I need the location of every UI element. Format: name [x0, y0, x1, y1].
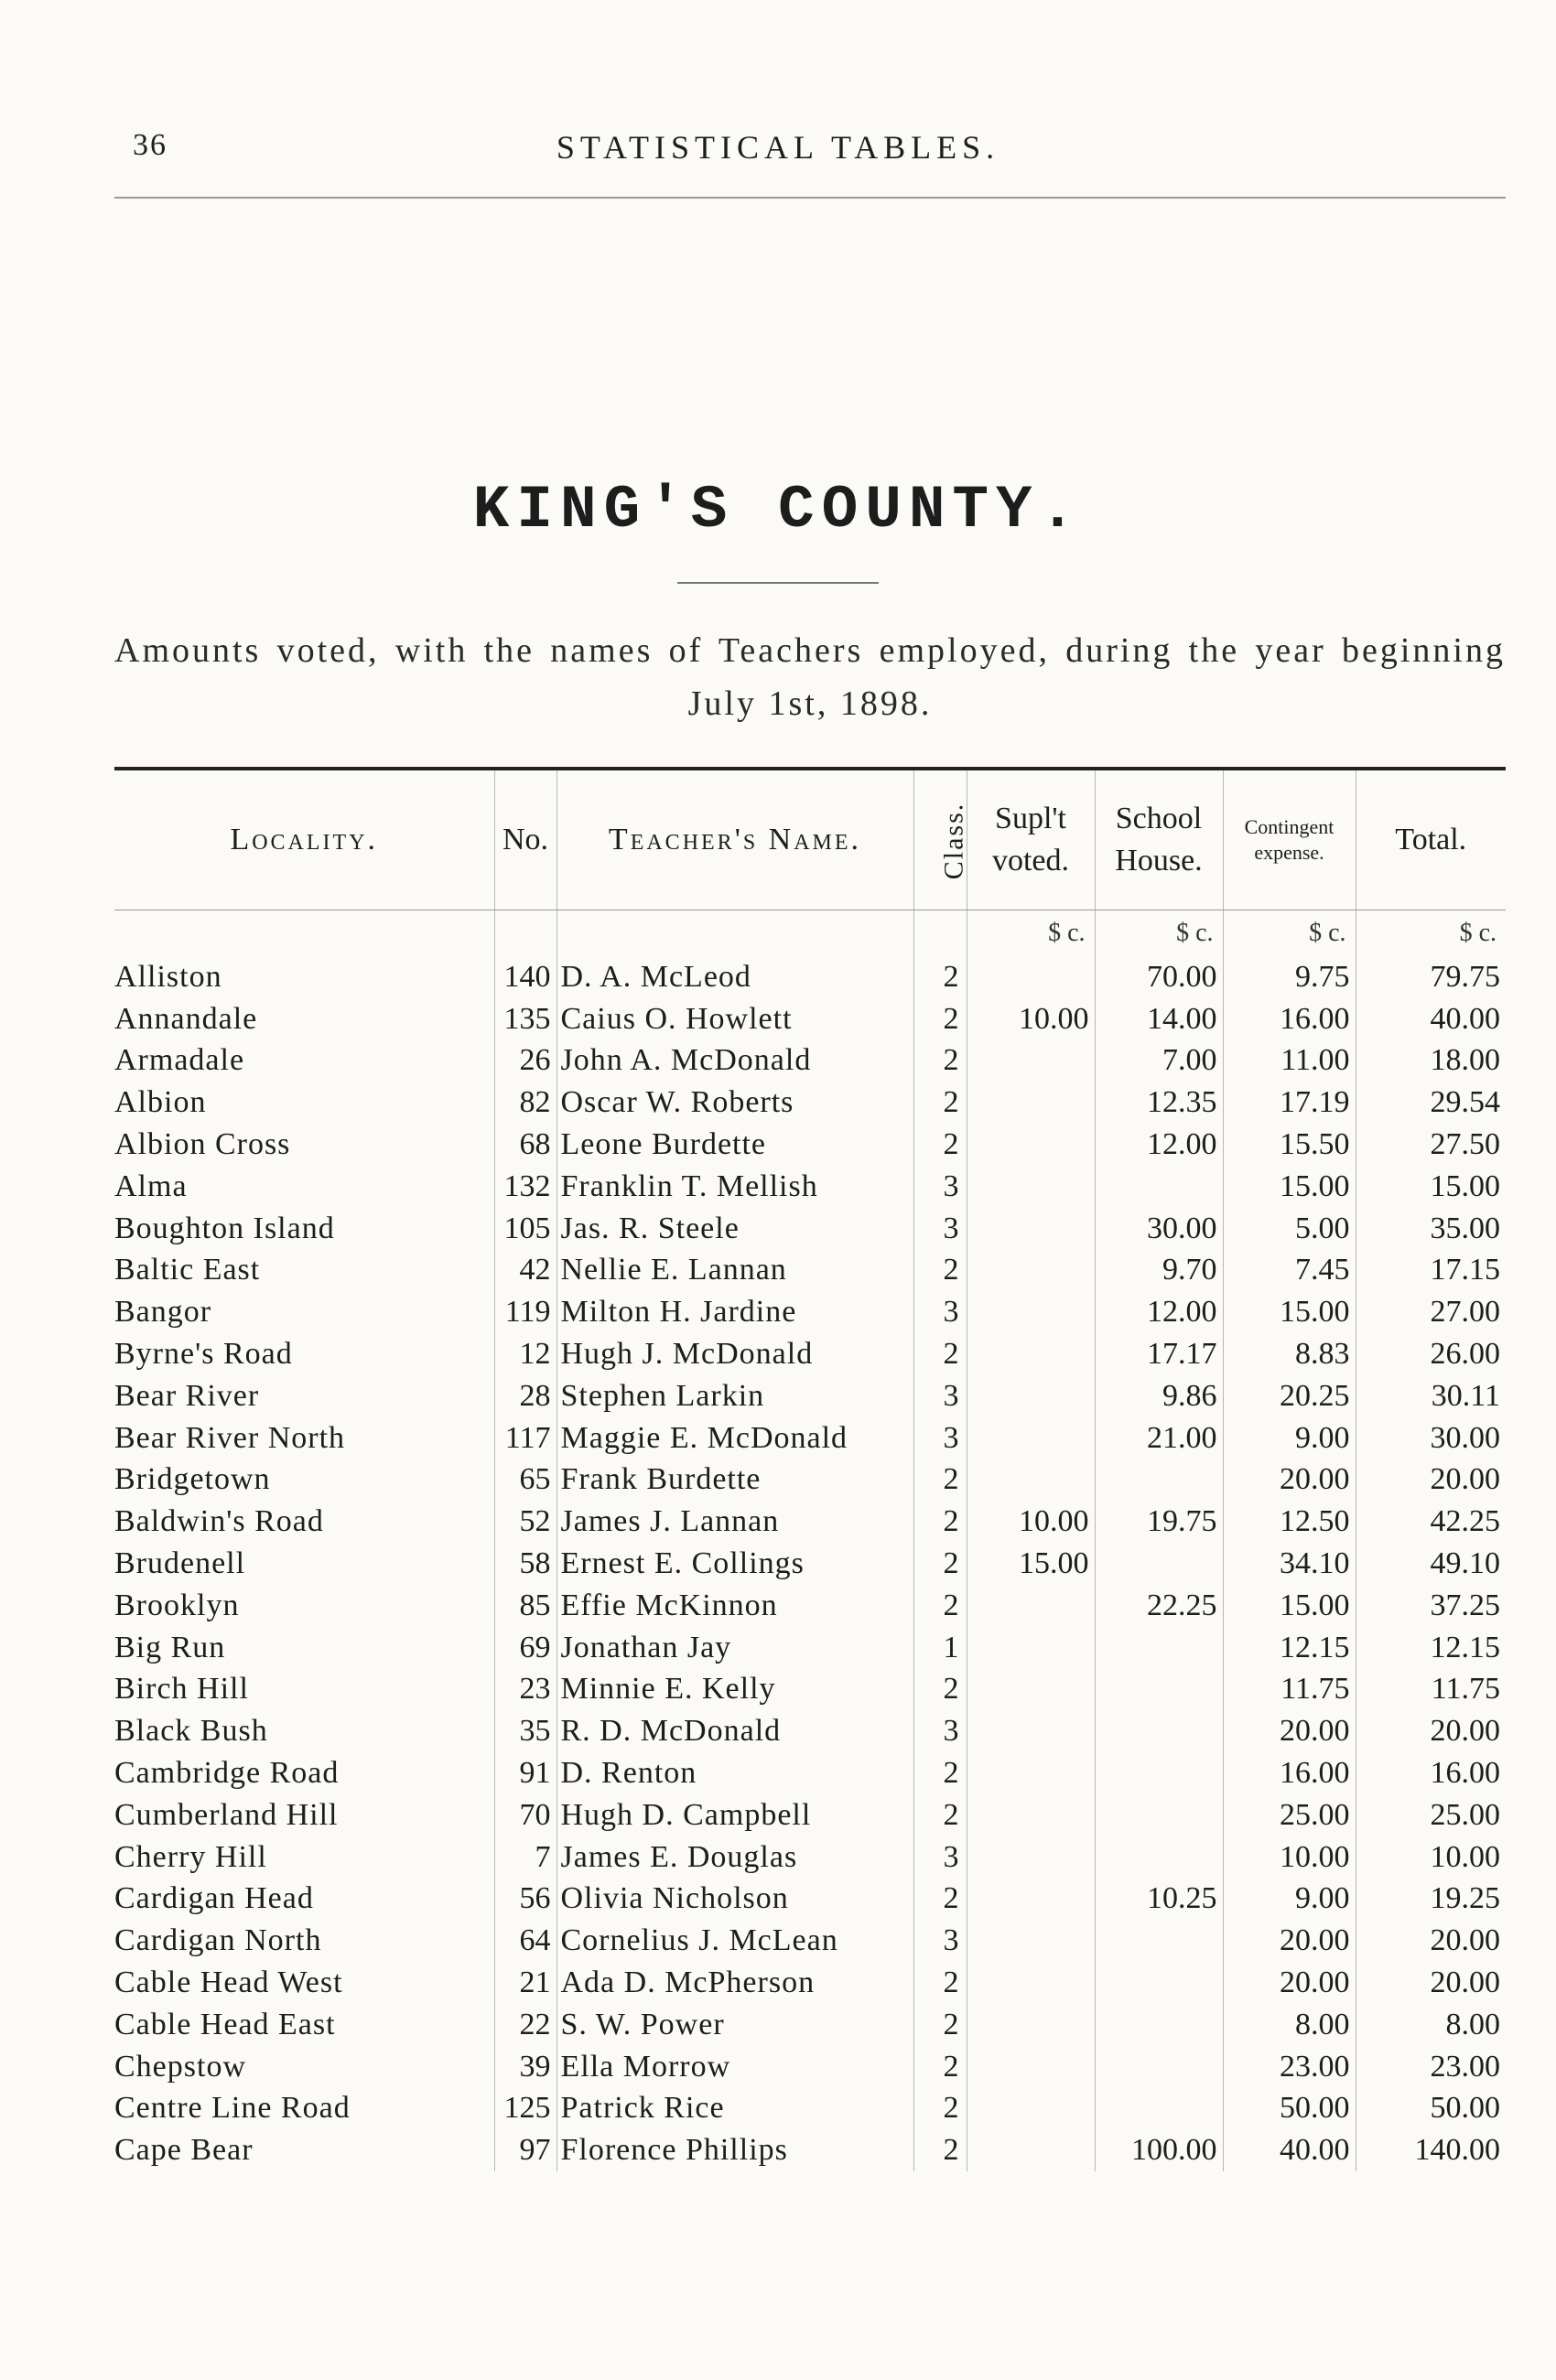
- table-row: [114, 1375, 1506, 1417]
- cell-class: 1: [913, 1627, 967, 1669]
- cell-supt: [967, 956, 1095, 998]
- cell-school: [1095, 1710, 1223, 1752]
- cell-total: 18.00: [1356, 1040, 1506, 1082]
- cell-contingent: 11.75: [1223, 1669, 1356, 1711]
- cell-teacher: R. D. McDonald: [556, 1710, 913, 1752]
- cell-locality: Chepstow: [114, 2049, 246, 2084]
- cell-no: 135: [494, 998, 556, 1040]
- cell-no: 91: [494, 1752, 556, 1794]
- cell-locality: Albion Cross: [114, 1127, 291, 1162]
- cell-no: 117: [494, 1417, 556, 1459]
- cell-contingent: 16.00: [1223, 998, 1356, 1040]
- cell-locality: Brudenell: [114, 1546, 246, 1581]
- cell-class: 2: [913, 1501, 967, 1543]
- cell-no: 132: [494, 1166, 556, 1208]
- cell-no: 68: [494, 1124, 556, 1166]
- cell-school: 14.00: [1095, 998, 1223, 1040]
- cell-teacher: Caius O. Howlett: [556, 998, 913, 1040]
- cell-supt: [967, 1417, 1095, 1459]
- table-row: [114, 1585, 1506, 1627]
- cell-school: [1095, 1962, 1223, 2004]
- cell-contingent: 9.00: [1223, 1417, 1356, 1459]
- table-row: [114, 1291, 1506, 1333]
- cell-no: 82: [494, 1082, 556, 1124]
- header-contingent-line1: Contingent: [1244, 815, 1334, 838]
- cell-school: 9.70: [1095, 1250, 1223, 1292]
- cell-contingent: 20.00: [1223, 1920, 1356, 1962]
- cell-locality: Black Bush: [114, 1714, 268, 1749]
- header-teacher: Teacher's Name.: [556, 770, 913, 910]
- table-row: [114, 1794, 1506, 1836]
- cell-school: 12.00: [1095, 1124, 1223, 1166]
- cell-school: 10.25: [1095, 1879, 1223, 1921]
- cell-supt: [967, 1333, 1095, 1375]
- cell-no: 52: [494, 1501, 556, 1543]
- cell-total: 17.15: [1356, 1250, 1506, 1292]
- cell-school: 70.00: [1095, 956, 1223, 998]
- table-row: [114, 998, 1506, 1040]
- cell-school: [1095, 1752, 1223, 1794]
- header-contingent-line2: expense.: [1254, 841, 1324, 864]
- table-row: [114, 1124, 1506, 1166]
- cell-supt: [967, 1836, 1095, 1879]
- cell-locality: Alma: [114, 1168, 188, 1203]
- cell-class: 2: [913, 1082, 967, 1124]
- cell-class: 2: [913, 1333, 967, 1375]
- header-supt: [967, 770, 1095, 910]
- cell-total: 140.00: [1356, 2129, 1506, 2171]
- cell-teacher: Hugh J. McDonald: [556, 1333, 913, 1375]
- cell-total: 35.00: [1356, 1208, 1506, 1250]
- cell-locality: Cape Bear: [114, 2133, 254, 2168]
- cell-class: 2: [913, 2046, 967, 2088]
- units-total: $ c.: [1356, 910, 1506, 957]
- cell-teacher: Hugh D. Campbell: [556, 1794, 913, 1836]
- cell-locality: Annandale: [114, 1001, 258, 1036]
- cell-school: [1095, 1836, 1223, 1879]
- cell-school: 19.75: [1095, 1501, 1223, 1543]
- cell-supt: [967, 1710, 1095, 1752]
- table-row: [114, 1040, 1506, 1082]
- cell-class: 3: [913, 1920, 967, 1962]
- cell-teacher: Minnie E. Kelly: [556, 1669, 913, 1711]
- cell-school: 7.00: [1095, 1040, 1223, 1082]
- cell-supt: [967, 1040, 1095, 1082]
- table-row: [114, 1082, 1506, 1124]
- header-supt-line2: voted.: [991, 844, 1070, 878]
- cell-supt: [967, 1291, 1095, 1333]
- cell-supt: [967, 1752, 1095, 1794]
- cell-supt: 10.00: [967, 998, 1095, 1040]
- cell-supt: [967, 1459, 1095, 1502]
- cell-teacher: Effie McKinnon: [556, 1585, 913, 1627]
- cell-contingent: 9.75: [1223, 956, 1356, 998]
- cell-total: 26.00: [1356, 1333, 1506, 1375]
- cell-locality: Bangor: [114, 1295, 212, 1330]
- cell-class: 2: [913, 1124, 967, 1166]
- cell-class: 2: [913, 1794, 967, 1836]
- table-row: [114, 1879, 1506, 1921]
- units-cell-empty: [556, 910, 913, 957]
- cell-no: 140: [494, 956, 556, 998]
- cell-contingent: 11.00: [1223, 1040, 1356, 1082]
- cell-teacher: Stephen Larkin: [556, 1375, 913, 1417]
- table-row: [114, 2004, 1506, 2046]
- running-head: [0, 119, 1556, 174]
- cell-teacher: S. W. Power: [556, 2004, 913, 2046]
- cell-total: 30.11: [1356, 1375, 1506, 1417]
- cell-locality: Brooklyn: [114, 1588, 240, 1622]
- cell-school: 100.00: [1095, 2129, 1223, 2171]
- table-row: [114, 1752, 1506, 1794]
- cell-school: 21.00: [1095, 1417, 1223, 1459]
- cell-supt: [967, 1375, 1095, 1417]
- cell-total: 30.00: [1356, 1417, 1506, 1459]
- cell-locality: Baldwin's Road: [114, 1504, 324, 1539]
- cell-no: 35: [494, 1710, 556, 1752]
- county-title: KING'S COUNTY.: [472, 476, 1084, 544]
- cell-no: 21: [494, 1962, 556, 2004]
- units-row: [114, 910, 1506, 957]
- cell-class: 3: [913, 1291, 967, 1333]
- cell-total: 20.00: [1356, 1920, 1506, 1962]
- cell-locality: Cherry Hill: [114, 1839, 267, 1874]
- cell-contingent: 5.00: [1223, 1208, 1356, 1250]
- units-cell-empty: [494, 910, 556, 957]
- cell-total: 8.00: [1356, 2004, 1506, 2046]
- cell-total: 25.00: [1356, 1794, 1506, 1836]
- cell-total: 40.00: [1356, 998, 1506, 1040]
- table-subtitle: Amounts voted, with the names of Teachers employed, during the year beginning July 1st, 1898.: [114, 631, 1506, 723]
- cell-no: 119: [494, 1291, 556, 1333]
- cell-contingent: 15.00: [1223, 1291, 1356, 1333]
- cell-contingent: 20.00: [1223, 1459, 1356, 1502]
- cell-contingent: 8.83: [1223, 1333, 1356, 1375]
- cell-contingent: 15.00: [1223, 1166, 1356, 1208]
- cell-no: 28: [494, 1375, 556, 1417]
- cell-supt: [967, 1920, 1095, 1962]
- page-number: 36: [133, 128, 167, 162]
- cell-school: [1095, 1669, 1223, 1711]
- cell-no: 12: [494, 1333, 556, 1375]
- cell-locality: Cable Head West: [114, 1965, 343, 2000]
- table-header-row: [114, 770, 1506, 910]
- cell-contingent: 50.00: [1223, 2088, 1356, 2130]
- cell-teacher: Ernest E. Collings: [556, 1543, 913, 1585]
- cell-no: 58: [494, 1543, 556, 1585]
- header-contingent: [1223, 770, 1356, 910]
- header-locality: Locality.: [114, 770, 494, 910]
- cell-teacher: James E. Douglas: [556, 1836, 913, 1879]
- table-row: [114, 1417, 1506, 1459]
- cell-contingent: 12.50: [1223, 1501, 1356, 1543]
- cell-locality: Albion: [114, 1085, 207, 1120]
- cell-supt: [967, 2004, 1095, 2046]
- cell-total: 49.10: [1356, 1543, 1506, 1585]
- cell-no: 105: [494, 1208, 556, 1250]
- cell-total: 79.75: [1356, 956, 1506, 998]
- cell-teacher: Nellie E. Lannan: [556, 1250, 913, 1292]
- table-row: [114, 2046, 1506, 2088]
- cell-supt: [967, 1794, 1095, 1836]
- cell-contingent: 15.00: [1223, 1585, 1356, 1627]
- table-row: [114, 1501, 1506, 1543]
- cell-total: 11.75: [1356, 1669, 1506, 1711]
- header-supt-line1: Supl't: [995, 802, 1066, 835]
- cell-contingent: 20.00: [1223, 1962, 1356, 2004]
- cell-locality: Cable Head East: [114, 2007, 336, 2041]
- cell-teacher: Oscar W. Roberts: [556, 1082, 913, 1124]
- cell-total: 12.15: [1356, 1627, 1506, 1669]
- cell-contingent: 16.00: [1223, 1752, 1356, 1794]
- cell-contingent: 15.50: [1223, 1124, 1356, 1166]
- cell-class: 2: [913, 1879, 967, 1921]
- cell-supt: 10.00: [967, 1501, 1095, 1543]
- cell-supt: [967, 1082, 1095, 1124]
- table-row: [114, 1836, 1506, 1879]
- cell-teacher: Milton H. Jardine: [556, 1291, 913, 1333]
- cell-class: 3: [913, 1710, 967, 1752]
- cell-teacher: Patrick Rice: [556, 2088, 913, 2130]
- table-row: [114, 1669, 1506, 1711]
- cell-school: 12.35: [1095, 1082, 1223, 1124]
- cell-no: 39: [494, 2046, 556, 2088]
- cell-supt: [967, 1124, 1095, 1166]
- running-title: STATISTICAL TABLES.: [556, 129, 1000, 166]
- cell-locality: Armadale: [114, 1043, 245, 1078]
- cell-total: 16.00: [1356, 1752, 1506, 1794]
- cell-locality: Byrne's Road: [114, 1337, 293, 1372]
- cell-class: 2: [913, 1962, 967, 2004]
- cell-supt: 15.00: [967, 1543, 1095, 1585]
- cell-total: 50.00: [1356, 2088, 1506, 2130]
- cell-no: 125: [494, 2088, 556, 2130]
- cell-teacher: Jas. R. Steele: [556, 1208, 913, 1250]
- cell-supt: [967, 1208, 1095, 1250]
- cell-class: 2: [913, 1543, 967, 1585]
- cell-teacher: John A. McDonald: [556, 1040, 913, 1082]
- cell-school: [1095, 1459, 1223, 1502]
- header-total: Total.: [1356, 770, 1506, 910]
- units-cell-empty: [114, 910, 494, 957]
- cell-teacher: Leone Burdette: [556, 1124, 913, 1166]
- statistics-table-wrap: [114, 767, 1506, 2171]
- cell-no: 23: [494, 1669, 556, 1711]
- cell-locality: Boughton Island: [114, 1211, 335, 1245]
- cell-no: 22: [494, 2004, 556, 2046]
- cell-class: 2: [913, 998, 967, 1040]
- table-row: [114, 2129, 1506, 2171]
- header-school-line2: House.: [1115, 844, 1203, 878]
- units-contingent: $ c.: [1223, 910, 1356, 957]
- table-row: [114, 1250, 1506, 1292]
- cell-teacher: Ella Morrow: [556, 2046, 913, 2088]
- cell-no: 97: [494, 2129, 556, 2171]
- cell-class: 3: [913, 1208, 967, 1250]
- cell-contingent: 12.15: [1223, 1627, 1356, 1669]
- table-row: [114, 1962, 1506, 2004]
- cell-supt: [967, 1585, 1095, 1627]
- header-class: [913, 770, 967, 910]
- cell-total: 20.00: [1356, 1962, 1506, 2004]
- cell-school: [1095, 2046, 1223, 2088]
- cell-locality: Big Run: [114, 1630, 226, 1664]
- cell-class: 2: [913, 956, 967, 998]
- header-no: No.: [494, 770, 556, 910]
- cell-total: 20.00: [1356, 1710, 1506, 1752]
- cell-no: 7: [494, 1836, 556, 1879]
- cell-total: 15.00: [1356, 1166, 1506, 1208]
- cell-contingent: 9.00: [1223, 1879, 1356, 1921]
- cell-school: 12.00: [1095, 1291, 1223, 1333]
- cell-locality: Cardigan North: [114, 1923, 322, 1958]
- cell-class: 2: [913, 2088, 967, 2130]
- header-school-house: [1095, 770, 1223, 910]
- table-row: [114, 1166, 1506, 1208]
- cell-contingent: 17.19: [1223, 1082, 1356, 1124]
- title-rule: [677, 582, 879, 584]
- cell-locality: Birch Hill: [114, 1672, 249, 1707]
- cell-supt: [967, 2129, 1095, 2171]
- table-row: [114, 1543, 1506, 1585]
- cell-school: [1095, 2004, 1223, 2046]
- cell-locality: Bear River North: [114, 1420, 346, 1455]
- header-rule: [114, 197, 1506, 199]
- cell-class: 3: [913, 1417, 967, 1459]
- cell-contingent: 23.00: [1223, 2046, 1356, 2088]
- cell-teacher: D. A. McLeod: [556, 956, 913, 998]
- cell-school: 9.86: [1095, 1375, 1223, 1417]
- cell-teacher: Maggie E. McDonald: [556, 1417, 913, 1459]
- cell-teacher: James J. Lannan: [556, 1501, 913, 1543]
- cell-locality: Cumberland Hill: [114, 1797, 339, 1832]
- statistics-table: [114, 770, 1506, 2171]
- cell-supt: [967, 2088, 1095, 2130]
- units-cell-empty: [913, 910, 967, 957]
- cell-teacher: D. Renton: [556, 1752, 913, 1794]
- cell-locality: Cardigan Head: [114, 1881, 314, 1916]
- cell-locality: Bear River: [114, 1378, 260, 1413]
- cell-school: [1095, 1166, 1223, 1208]
- header-school-line1: School: [1115, 802, 1203, 835]
- cell-class: 2: [913, 1585, 967, 1627]
- cell-school: 30.00: [1095, 1208, 1223, 1250]
- cell-contingent: 10.00: [1223, 1836, 1356, 1879]
- cell-teacher: Cornelius J. McLean: [556, 1920, 913, 1962]
- cell-class: 3: [913, 1836, 967, 1879]
- units-school: $ c.: [1095, 910, 1223, 957]
- cell-supt: [967, 1669, 1095, 1711]
- cell-locality: Bridgetown: [114, 1462, 271, 1497]
- cell-supt: [967, 1879, 1095, 1921]
- cell-school: [1095, 2088, 1223, 2130]
- cell-total: 10.00: [1356, 1836, 1506, 1879]
- table-row: [114, 1920, 1506, 1962]
- cell-teacher: Florence Phillips: [556, 2129, 913, 2171]
- cell-class: 2: [913, 2004, 967, 2046]
- cell-locality: Cambridge Road: [114, 1756, 340, 1791]
- cell-contingent: 34.10: [1223, 1543, 1356, 1585]
- cell-supt: [967, 1627, 1095, 1669]
- cell-contingent: 20.00: [1223, 1710, 1356, 1752]
- cell-school: [1095, 1543, 1223, 1585]
- cell-contingent: 7.45: [1223, 1250, 1356, 1292]
- cell-class: 3: [913, 1166, 967, 1208]
- cell-school: [1095, 1627, 1223, 1669]
- cell-no: 65: [494, 1459, 556, 1502]
- cell-class: 3: [913, 1375, 967, 1417]
- cell-teacher: Franklin T. Mellish: [556, 1166, 913, 1208]
- cell-locality: Alliston: [114, 959, 222, 994]
- cell-no: 85: [494, 1585, 556, 1627]
- cell-teacher: Ada D. McPherson: [556, 1962, 913, 2004]
- table-row: [114, 1208, 1506, 1250]
- cell-teacher: Olivia Nicholson: [556, 1879, 913, 1921]
- table-row: [114, 1710, 1506, 1752]
- cell-school: [1095, 1920, 1223, 1962]
- cell-no: 56: [494, 1879, 556, 1921]
- table-row: [114, 1627, 1506, 1669]
- cell-total: 37.25: [1356, 1585, 1506, 1627]
- cell-locality: Baltic East: [114, 1253, 261, 1287]
- cell-total: 23.00: [1356, 2046, 1506, 2088]
- cell-no: 64: [494, 1920, 556, 1962]
- cell-no: 70: [494, 1794, 556, 1836]
- cell-teacher: Frank Burdette: [556, 1459, 913, 1502]
- cell-supt: [967, 2046, 1095, 2088]
- cell-no: 26: [494, 1040, 556, 1082]
- cell-total: 27.50: [1356, 1124, 1506, 1166]
- cell-total: 27.00: [1356, 1291, 1506, 1333]
- cell-class: 2: [913, 2129, 967, 2171]
- cell-total: 42.25: [1356, 1501, 1506, 1543]
- cell-total: 19.25: [1356, 1879, 1506, 1921]
- cell-contingent: 40.00: [1223, 2129, 1356, 2171]
- cell-supt: [967, 1250, 1095, 1292]
- cell-teacher: Jonathan Jay: [556, 1627, 913, 1669]
- cell-locality: Centre Line Road: [114, 2091, 351, 2126]
- cell-contingent: 8.00: [1223, 2004, 1356, 2046]
- cell-no: 42: [494, 1250, 556, 1292]
- header-class-label: Class.: [937, 802, 968, 879]
- cell-class: 2: [913, 1040, 967, 1082]
- cell-class: 2: [913, 1459, 967, 1502]
- cell-school: 22.25: [1095, 1585, 1223, 1627]
- table-row: [114, 956, 1506, 998]
- cell-no: 69: [494, 1627, 556, 1669]
- table-row: [114, 2088, 1506, 2130]
- cell-school: 17.17: [1095, 1333, 1223, 1375]
- cell-class: 2: [913, 1752, 967, 1794]
- cell-class: 2: [913, 1250, 967, 1292]
- cell-class: 2: [913, 1669, 967, 1711]
- table-row: [114, 1333, 1506, 1375]
- cell-school: [1095, 1794, 1223, 1836]
- cell-supt: [967, 1962, 1095, 2004]
- cell-contingent: 25.00: [1223, 1794, 1356, 1836]
- units-supt: $ c.: [967, 910, 1095, 957]
- cell-supt: [967, 1166, 1095, 1208]
- table-row: [114, 1459, 1506, 1502]
- cell-total: 20.00: [1356, 1459, 1506, 1502]
- cell-total: 29.54: [1356, 1082, 1506, 1124]
- cell-contingent: 20.25: [1223, 1375, 1356, 1417]
